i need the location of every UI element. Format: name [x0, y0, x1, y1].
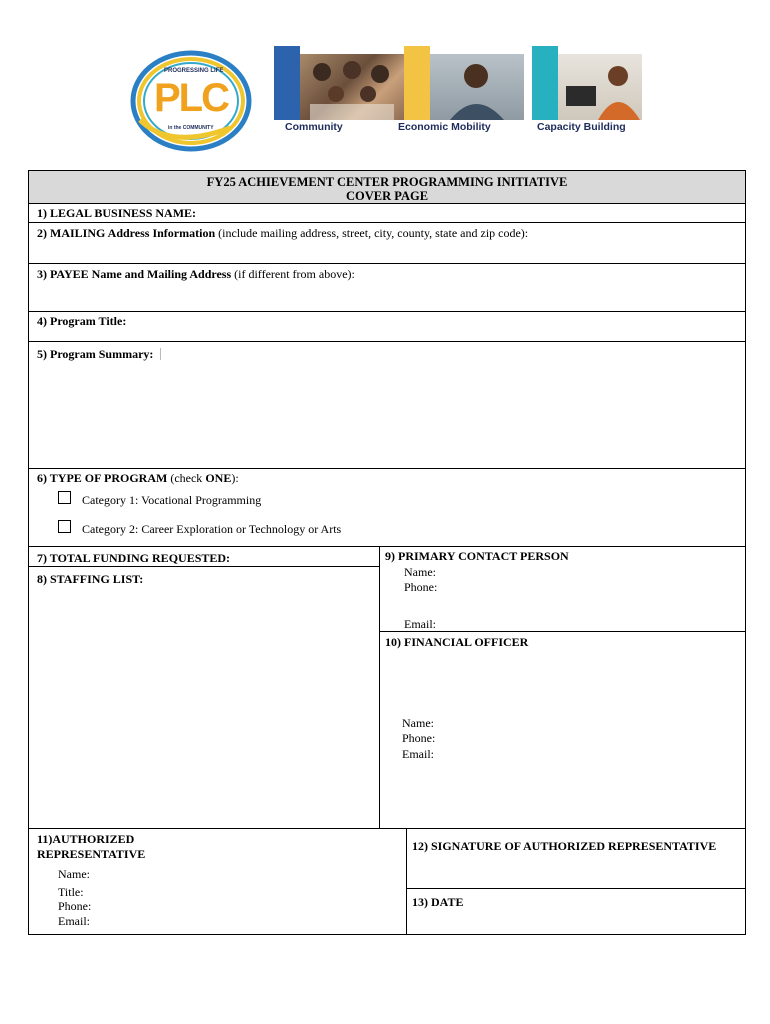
financial-officer-name-label: Name:: [402, 716, 434, 730]
program-type-end: ):: [231, 471, 239, 485]
payee-label: [37, 267, 355, 282]
financial-officer-email-label: Email:: [402, 747, 434, 761]
program-type-bold: 6) TYPE OF PROGRAM: [37, 471, 168, 485]
date-field[interactable]: [469, 893, 739, 929]
program-summary-field[interactable]: [37, 365, 737, 465]
logo-letters: PLC: [154, 76, 228, 120]
caption-community: Community: [285, 121, 343, 133]
economic-mobility-panel: [404, 46, 524, 120]
payee-bold: 3) PAYEE Name and Mailing Address: [37, 267, 232, 281]
mailing-address-label: [37, 226, 528, 241]
category-2-label: Category 2: Career Exploration or Technology or Arts: [82, 522, 342, 536]
caption-capacity-building: Capacity Building: [537, 121, 626, 133]
date-label: 13) DATE: [412, 895, 464, 909]
yellow-bar: [404, 46, 430, 120]
economic-mobility-photo: [430, 54, 524, 120]
capacity-building-photo: [558, 54, 642, 120]
cover-page-form: [28, 170, 746, 935]
signature-label: 12) SIGNATURE OF AUTHORIZED REPRESENTATIVE: [412, 839, 717, 853]
authorized-rep-email-label: Email:: [58, 914, 90, 928]
caption-economic-mobility: Economic Mobility: [398, 121, 491, 133]
signature-field[interactable]: [412, 857, 740, 885]
authorized-rep-name-label: Name:: [58, 867, 90, 881]
mailing-address-bold: 2) MAILING Address Information: [37, 226, 216, 240]
primary-contact-phone-label: Phone:: [404, 580, 438, 594]
payee-field[interactable]: [37, 285, 737, 309]
payee-note: (if different from above):: [231, 267, 355, 281]
authorized-rep-title-label: Title:: [58, 885, 84, 899]
community-photo: [300, 54, 404, 120]
capacity-building-panel: [532, 46, 642, 120]
total-funding-field[interactable]: [244, 549, 374, 565]
column-divider: [406, 828, 407, 934]
primary-contact-email-label: Email:: [404, 617, 436, 631]
legal-business-name-field[interactable]: [239, 205, 739, 221]
financial-officer-phone-label: Phone:: [402, 731, 436, 745]
primary-contact-label: 9) PRIMARY CONTACT PERSON: [385, 549, 569, 563]
form-subtitle: COVER PAGE: [345, 189, 429, 203]
category-2-checkbox[interactable]: [58, 520, 71, 533]
category-1-checkbox[interactable]: [58, 491, 71, 504]
staffing-list-label: 8) STAFFING LIST:: [37, 572, 144, 586]
divider: [29, 828, 745, 829]
divider: [29, 341, 745, 342]
divider: [29, 203, 745, 204]
authorized-rep-label-line2: REPRESENTATIVE: [37, 847, 146, 861]
logo-bottom-text: in the COMMUNITY: [168, 125, 214, 131]
text-cursor: [160, 348, 162, 360]
primary-contact-name-label: Name:: [404, 565, 436, 579]
divider: [29, 566, 379, 567]
program-type-mid: (check: [167, 471, 206, 485]
form-title: FY25 ACHIEVEMENT CENTER PROGRAMMING INITIATIVE: [206, 175, 568, 189]
teal-bar: [532, 46, 558, 120]
plc-logo: [130, 50, 252, 152]
divider: [29, 311, 745, 312]
divider: [406, 888, 745, 889]
program-type-label: [37, 471, 239, 486]
divider: [29, 468, 745, 469]
blue-bar: [274, 46, 300, 120]
mailing-address-field[interactable]: [37, 243, 737, 261]
community-panel: [274, 46, 404, 120]
divider: [29, 222, 745, 223]
program-summary-label: 5) Program Summary:: [37, 347, 154, 361]
staffing-list-field[interactable]: [37, 589, 373, 825]
divider: [29, 263, 745, 264]
column-divider: [379, 546, 380, 828]
program-title-label: 4) Program Title:: [37, 314, 127, 328]
program-title-field[interactable]: [134, 313, 739, 339]
financial-officer-label: 10) FINANCIAL OFFICER: [385, 635, 529, 649]
mailing-address-note: (include mailing address, street, city, county, state and zip code):: [215, 226, 529, 240]
authorized-rep-label-line1: 11)AUTHORIZED: [37, 832, 135, 846]
total-funding-label: 7) TOTAL FUNDING REQUESTED:: [37, 551, 231, 565]
authorized-rep-phone-label: Phone:: [58, 899, 92, 913]
program-type-one: ONE: [205, 471, 232, 485]
logo-top-text: PROGRESSING LIFE: [164, 68, 224, 74]
legal-business-name-label: 1) LEGAL BUSINESS NAME:: [37, 206, 197, 220]
divider: [29, 546, 745, 547]
category-1-label: Category 1: Vocational Programming: [82, 493, 262, 507]
